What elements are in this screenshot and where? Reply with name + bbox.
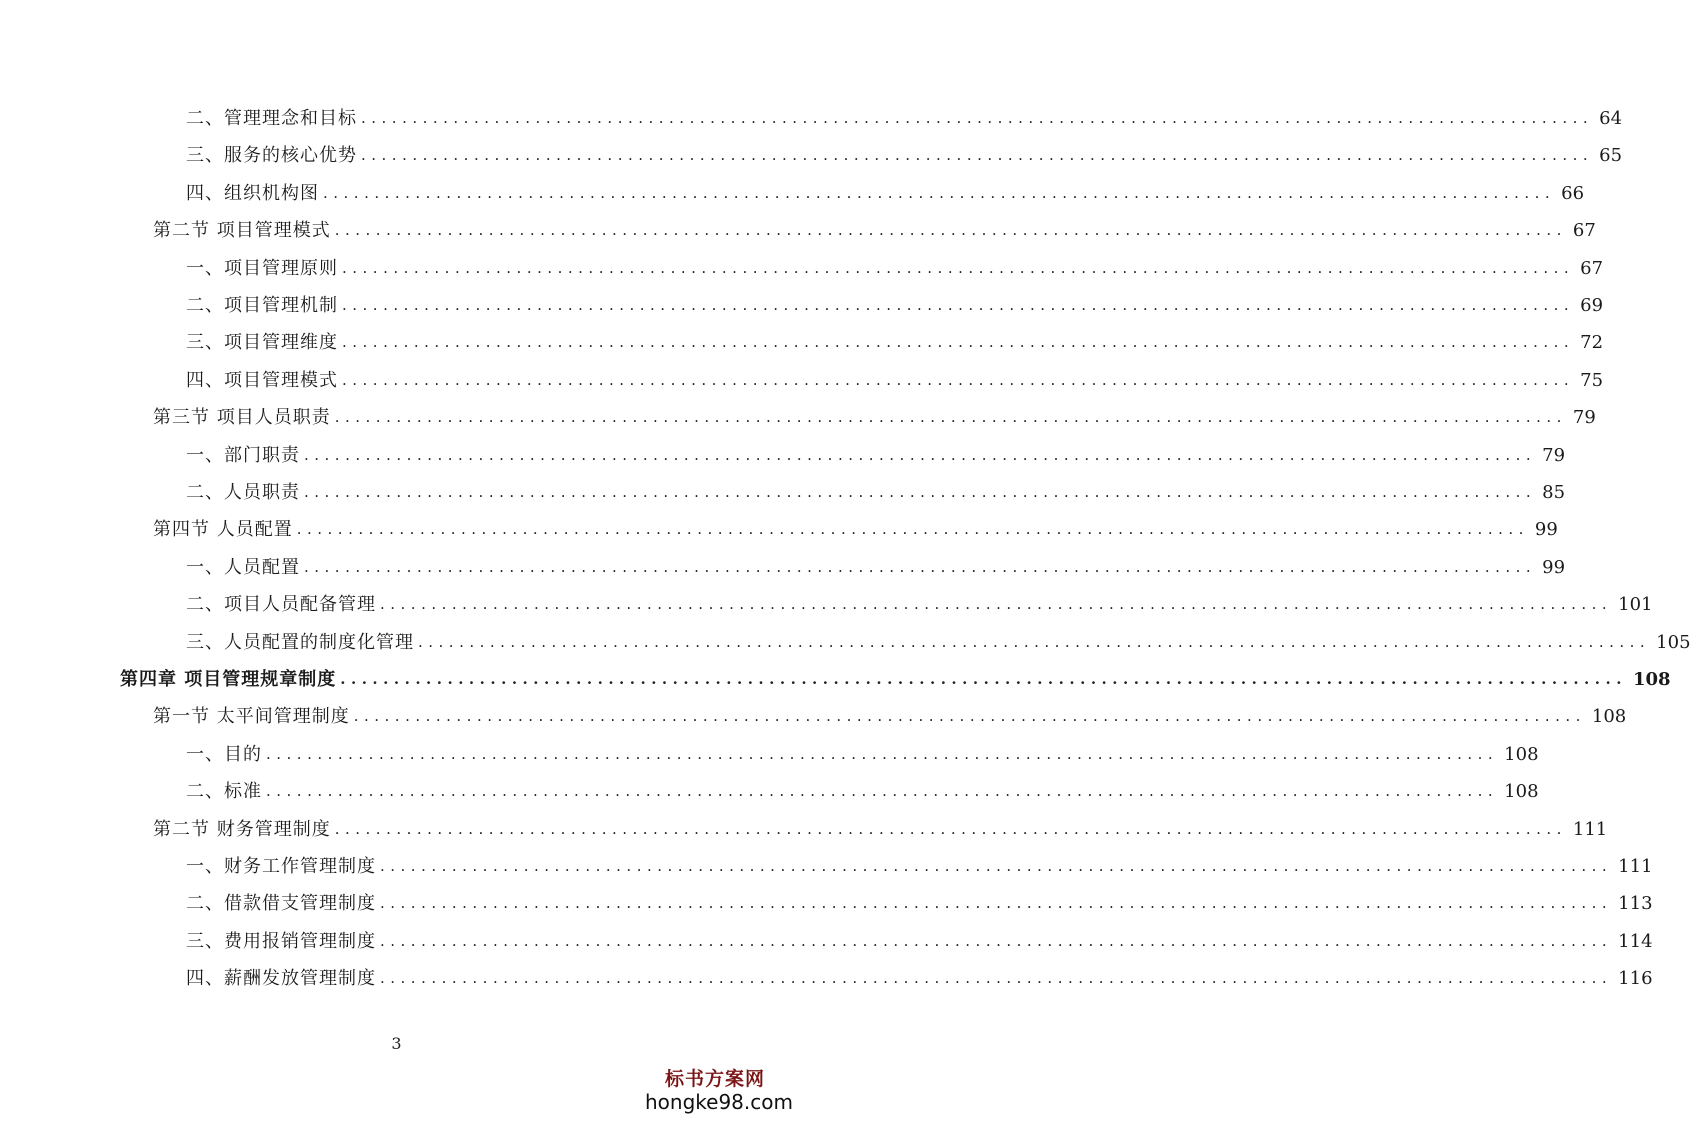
toc-subsection-entry[interactable] — [186, 474, 1566, 511]
toc-entry-page: 75 — [1580, 369, 1604, 391]
toc-entry-title: 一、部门职责 — [186, 444, 300, 466]
toc-entry-page: 108 — [1504, 743, 1539, 765]
toc-dot-leader: ........................................................................................................................ — [334, 819, 1567, 838]
toc-dot-leader: ........................................................................................................................ — [342, 258, 1575, 277]
toc-entry-title: 二、项目管理机制 — [186, 295, 338, 316]
toc-entry-title: 第四节 人员配置 — [153, 519, 293, 541]
toc-entry-title: 二、人员职责 — [186, 482, 300, 503]
toc-entry-title: 一、财务工作管理制度 — [186, 856, 376, 877]
toc-dot-leader: ........................................................................................................................ — [380, 894, 1613, 913]
toc-subsection-entry[interactable] — [186, 362, 1604, 399]
toc-entry-page: 64 — [1599, 108, 1623, 129]
toc-entry-page: 105 — [1656, 631, 1691, 653]
toc-entry-page: 108 — [1632, 669, 1671, 690]
toc-subsection-entry[interactable] — [186, 250, 1604, 287]
toc-entry-page: 72 — [1580, 332, 1604, 354]
toc-dot-leader: ........................................................................................................................ — [380, 857, 1613, 875]
toc-dot-leader: ........................................................................................................................ — [380, 969, 1613, 988]
toc-subsection-entry[interactable] — [186, 100, 1623, 137]
toc-dot-leader: ........................................................................................................................ — [361, 146, 1594, 165]
toc-entry-title: 三、服务的核心优势 — [186, 145, 357, 167]
toc-subsection-entry[interactable] — [186, 923, 1653, 960]
toc-dot-leader: ........................................................................................................................ — [340, 670, 1627, 688]
toc-entry-page: 69 — [1580, 295, 1604, 316]
toc-entry-title: 三、人员配置的制度化管理 — [186, 631, 414, 653]
toc-entry-title: 第一节 太平间管理制度 — [153, 706, 350, 728]
toc-entry-title: 第四章 项目管理规章制度 — [120, 669, 337, 690]
toc-subsection-entry[interactable] — [186, 586, 1653, 623]
toc-entry-page: 111 — [1572, 818, 1608, 840]
toc-subsection-entry[interactable] — [186, 137, 1623, 174]
toc-entry-title: 第三节 项目人员职责 — [153, 407, 331, 429]
toc-entry-title: 一、项目管理原则 — [186, 257, 338, 279]
toc-dot-leader: ........................................................................................................................ — [304, 557, 1537, 576]
toc-subsection-entry[interactable] — [186, 848, 1653, 885]
toc-subsection-entry[interactable] — [186, 960, 1653, 997]
toc-entry-page: 79 — [1542, 444, 1566, 466]
toc-chapter-entry[interactable] — [120, 661, 1671, 698]
watermark-domain: hongke98.com — [645, 1090, 793, 1114]
toc-entry-title: 一、目的 — [186, 743, 262, 765]
toc-entry-page: 113 — [1618, 893, 1653, 915]
toc-entry-title: 二、管理理念和目标 — [186, 108, 357, 129]
toc-dot-leader: ........................................................................................................................ — [296, 520, 1529, 539]
toc-entry-title: 三、项目管理维度 — [186, 332, 338, 354]
toc-dot-leader: ........................................................................................................................ — [342, 333, 1575, 352]
page-number: 3 — [391, 1034, 402, 1053]
toc-dot-leader: ........................................................................................................................ — [380, 595, 1613, 614]
toc-section-entry[interactable] — [153, 698, 1627, 735]
toc-entry-title: 一、人员配置 — [186, 556, 300, 578]
toc-entry-page: 108 — [1504, 781, 1539, 803]
toc-entry-page: 101 — [1618, 594, 1653, 616]
toc-subsection-entry[interactable] — [186, 773, 1539, 810]
toc-entry-title: 四、薪酬发放管理制度 — [186, 968, 376, 990]
watermark-title: 标书方案网 — [664, 1068, 765, 1090]
toc-subsection-entry[interactable] — [186, 549, 1566, 586]
toc-entry-page: 114 — [1618, 930, 1653, 952]
toc-entry-page: 116 — [1618, 968, 1653, 990]
toc-section-entry[interactable] — [153, 511, 1558, 548]
toc-entry-page: 111 — [1618, 856, 1653, 877]
toc-entry-title: 第二节 项目管理模式 — [153, 220, 331, 242]
toc-entry-title: 第二节 财务管理制度 — [153, 818, 331, 840]
toc-dot-leader: ........................................................................................................................ — [266, 744, 1499, 763]
toc-entry-page: 99 — [1534, 519, 1558, 541]
toc-entry-page: 108 — [1591, 706, 1627, 728]
toc-entry-page: 67 — [1572, 220, 1596, 242]
toc-entry-page: 66 — [1561, 182, 1585, 204]
toc-section-entry[interactable] — [153, 399, 1596, 436]
toc-dot-leader: ........................................................................................................................ — [418, 632, 1651, 651]
toc-subsection-entry[interactable] — [186, 885, 1653, 922]
toc-entry-title: 二、标准 — [186, 781, 262, 803]
watermark — [645, 1068, 793, 1114]
toc-subsection-entry[interactable] — [186, 287, 1604, 324]
toc-entry-title: 三、费用报销管理制度 — [186, 930, 376, 952]
toc-entry-page: 85 — [1542, 482, 1566, 503]
toc-entry-page: 99 — [1542, 556, 1566, 578]
toc-subsection-entry[interactable] — [186, 324, 1604, 361]
toc-entry-page: 65 — [1599, 145, 1623, 167]
toc-dot-leader: ........................................................................................................................ — [361, 109, 1594, 127]
toc-subsection-entry[interactable] — [186, 736, 1539, 773]
toc-dot-leader: ........................................................................................................................ — [342, 370, 1575, 389]
toc-entry-page: 67 — [1580, 257, 1604, 279]
toc-section-entry[interactable] — [153, 212, 1596, 249]
toc-dot-leader: ........................................................................................................................ — [323, 183, 1556, 202]
toc-dot-leader: ........................................................................................................................ — [304, 445, 1537, 464]
toc-section-entry[interactable] — [153, 811, 1608, 848]
toc-entry-title: 四、项目管理模式 — [186, 369, 338, 391]
toc-entry-title: 二、项目人员配备管理 — [186, 594, 376, 616]
toc-entry-page: 79 — [1572, 407, 1596, 429]
toc-subsection-entry[interactable] — [186, 175, 1585, 212]
toc-dot-leader: ........................................................................................................................ — [380, 931, 1613, 950]
toc-dot-leader: ........................................................................................................................ — [266, 782, 1499, 801]
toc-entry-title: 二、借款借支管理制度 — [186, 893, 376, 915]
toc-subsection-entry[interactable] — [186, 624, 1691, 661]
toc-subsection-entry[interactable] — [186, 437, 1566, 474]
toc-dot-leader: ........................................................................................................................ — [334, 408, 1567, 427]
toc-dot-leader: ........................................................................................................................ — [334, 221, 1567, 240]
toc-dot-leader: ........................................................................................................................ — [304, 483, 1537, 501]
toc-entry-title: 四、组织机构图 — [186, 182, 319, 204]
toc-dot-leader: ........................................................................................................................ — [353, 707, 1586, 726]
toc-dot-leader: ........................................................................................................................ — [342, 296, 1575, 314]
